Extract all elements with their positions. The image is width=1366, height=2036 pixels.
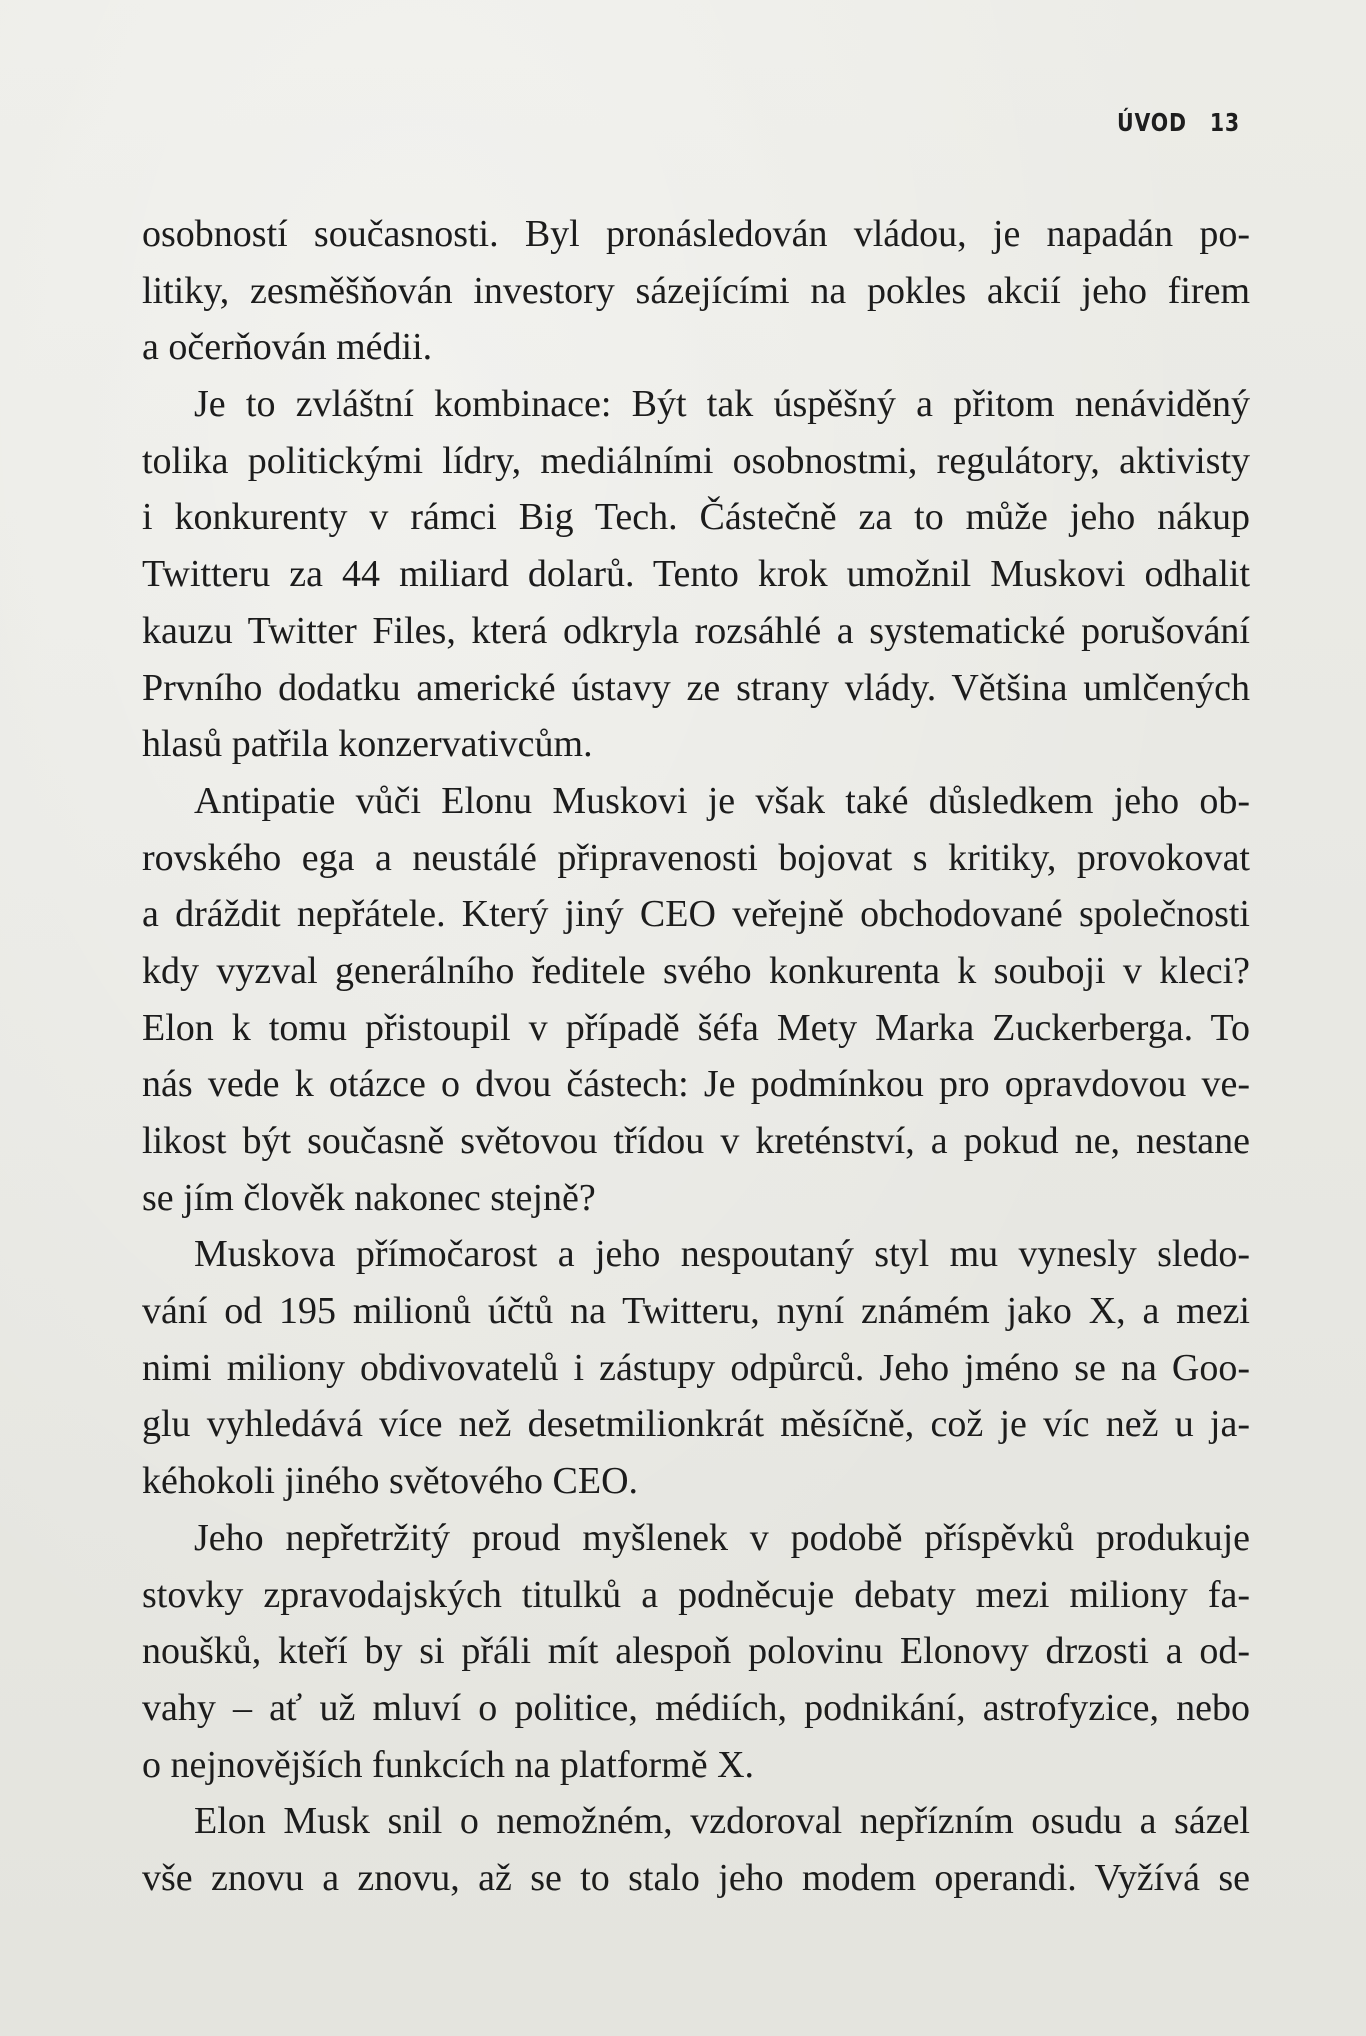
paragraph [142, 376, 1250, 773]
paragraph [142, 1793, 1250, 1906]
text-line: i konkurenty v rámci Big Tech. Částečně za to může jeho nákup [142, 496, 1250, 539]
text-line: kéhokoli jiného světového CEO. [142, 1460, 639, 1503]
paragraph [142, 206, 1250, 376]
text-line: hlasů patřila konzervativcům. [142, 723, 593, 766]
text-line: osobností současnosti. Byl pronásledován vládou, je napadán po- [142, 213, 1250, 255]
text-line: Prvního dodatku americké ústavy ze strany vlády. Většina umlčených [142, 666, 1250, 709]
section-title: ÚVOD [1116, 108, 1187, 137]
text-line: Elon k tomu přistoupil v případě šéfa Mety Marka Zuckerberga. To [142, 1006, 1250, 1049]
text-line: likost být současně světovou třídou v kreténství, a pokud ne, nestane [142, 1120, 1250, 1162]
text-line: Muskova přímočarost a jeho nespoutaný styl mu vynesly sledo- [194, 1233, 1250, 1276]
text-line: Twitteru za 44 miliard dolarů. Tento krok umožnil Muskovi odhalit [142, 553, 1250, 596]
text-line: Je to zvláštní kombinace: Být tak úspěšný a přitom nenáviděný [194, 383, 1250, 426]
page-number: 13 [1209, 108, 1240, 137]
text-line: vání od 195 milionů účtů na Twitteru, nyní známém jako X, a mezi [142, 1290, 1250, 1333]
text-line: litiky, zesměšňován investory sázejícími na pokles akcií jeho firem [142, 269, 1250, 312]
text-line: Antipatie vůči Elonu Muskovi je však také důsledkem jeho ob- [194, 779, 1250, 822]
text-line: kdy vyzval generálního ředitele svého konkurenta k souboji v kleci? [142, 949, 1250, 992]
text-line: Elon Musk snil o nemožném, vzdoroval nepřízním osudu a sázel [194, 1800, 1250, 1843]
body-text [142, 206, 1250, 1907]
paragraph [142, 1510, 1250, 1793]
text-line: a očerňován médii. [142, 326, 433, 369]
text-line: a dráždit nepřátele. Který jiný CEO veřejně obchodované společnosti [142, 893, 1250, 936]
text-line: se jím člověk nakonec stejně? [142, 1176, 596, 1219]
text-line: vše znovu a znovu, až se to stalo jeho modem operandi. Vyžívá se [142, 1856, 1250, 1899]
running-head [1117, 108, 1240, 137]
text-line: kauzu Twitter Files, která odkryla rozsáhlé a systematické porušování [142, 609, 1250, 652]
text-line: o nejnovějších funkcích na platformě X. [142, 1743, 755, 1786]
text-line: rovského ega a neustálé připravenosti bojovat s kritiky, provokovat [142, 836, 1250, 879]
paragraph [142, 1226, 1250, 1509]
text-line: tolika politickými lídry, mediálními osobnostmi, regulátory, aktivisty [142, 439, 1250, 482]
text-line: stovky zpravodajských titulků a podněcuje debaty mezi miliony fa- [142, 1573, 1250, 1616]
paragraph [142, 773, 1250, 1227]
text-line: noušků, kteří by si přáli mít alespoň polovinu Elonovy drzosti a od- [142, 1630, 1250, 1673]
text-line: nás vede k otázce o dvou částech: Je podmínkou pro opravdovou ve- [142, 1063, 1250, 1106]
text-line: nimi miliony obdivovatelů i zástupy odpůrců. Jeho jméno se na Goo- [142, 1346, 1250, 1389]
text-line: glu vyhledává více než desetmilionkrát měsíčně, což je víc než u ja- [142, 1403, 1250, 1446]
text-line: vahy – ať už mluví o politice, médiích, podnikání, astrofyzice, nebo [142, 1686, 1250, 1729]
text-line: Jeho nepřetržitý proud myšlenek v podobě příspěvků produkuje [194, 1516, 1250, 1559]
